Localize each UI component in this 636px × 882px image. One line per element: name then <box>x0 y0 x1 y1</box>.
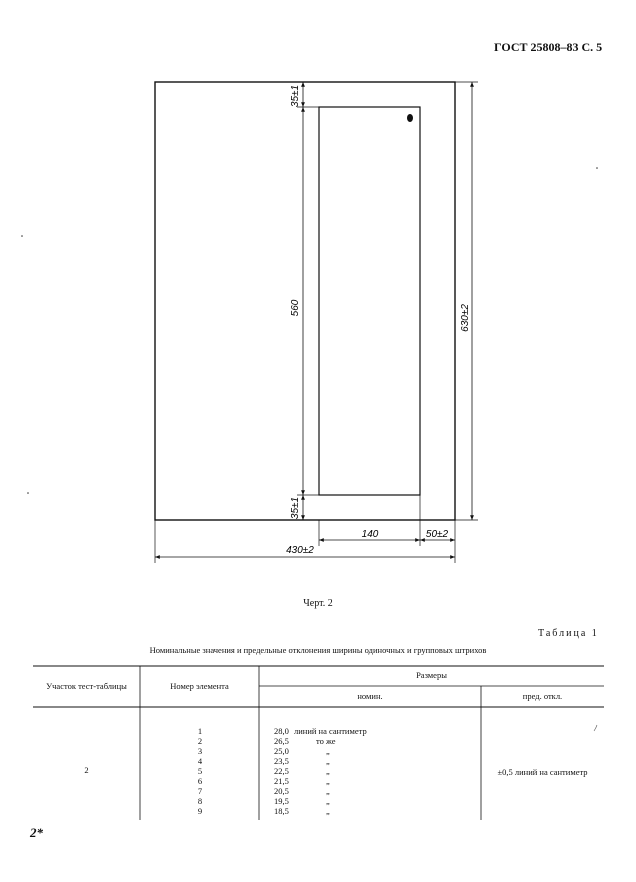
table-label: Таблица 1 <box>538 628 599 639</box>
row-element: 7 <box>197 786 203 796</box>
row-nominal: 22,5 <box>274 766 289 776</box>
page-footer: 2* <box>30 825 43 840</box>
dim-inner-width: 140 <box>361 529 379 540</box>
row-nominal: 18,5 <box>274 806 289 816</box>
row-element: 2 <box>197 736 203 746</box>
row-element: 3 <box>197 746 203 756</box>
row-element: 8 <box>197 796 203 806</box>
header-nominal: номин. <box>357 691 383 701</box>
dim-inner-height: 560 <box>290 299 301 317</box>
dim-outer-height: 630±2 <box>460 304 471 332</box>
row-unit: линий на сантиметр <box>294 726 367 736</box>
row-nominal: 23,5 <box>274 756 289 766</box>
row-unit: „ <box>326 766 330 776</box>
row-nominal: 26,5 <box>274 736 289 746</box>
row-nominal: 21,5 <box>274 776 289 786</box>
dim-outer-width: 430±2 <box>286 545 314 556</box>
row-unit: „ <box>326 776 330 786</box>
row-unit: „ <box>326 806 330 816</box>
row-unit: „ <box>326 786 330 796</box>
row-nominal: 28,0 <box>274 726 289 736</box>
row-element: 6 <box>197 776 203 786</box>
header-deviation: пред. откл. <box>522 691 563 701</box>
deviation-value: ±0,5 линий на сантиметр <box>497 767 588 777</box>
header-area: Участок тест-таблицы <box>46 681 127 691</box>
header-element: Номер элемента <box>170 681 229 691</box>
row-nominal: 25,0 <box>274 746 289 756</box>
row-element: 4 <box>197 756 203 766</box>
dim-top-margin: 35±1 <box>290 84 301 108</box>
area-value: 2 <box>84 765 89 775</box>
row-unit: „ <box>326 756 330 766</box>
figure-caption: Черт. 2 <box>303 598 333 609</box>
dim-right-margin: 50±2 <box>425 529 449 540</box>
row-element: 1 <box>197 726 203 736</box>
row-nominal: 20,5 <box>274 786 289 796</box>
row-nominal: 19,5 <box>274 796 289 806</box>
row-unit: „ <box>326 796 330 806</box>
header-sizes: Размеры <box>416 670 447 680</box>
table-title: Номинальные значения и предельные отклонения ширины одиночных и групповых штрихов <box>149 645 487 655</box>
page-header: ГОСТ 25808–83 С. 5 <box>494 40 603 54</box>
row-unit: „ <box>326 746 330 756</box>
row-element: 9 <box>197 806 203 816</box>
row-unit: то же <box>316 736 336 746</box>
row-element: 5 <box>197 766 203 776</box>
dim-bottom-margin: 35±1 <box>290 496 301 520</box>
